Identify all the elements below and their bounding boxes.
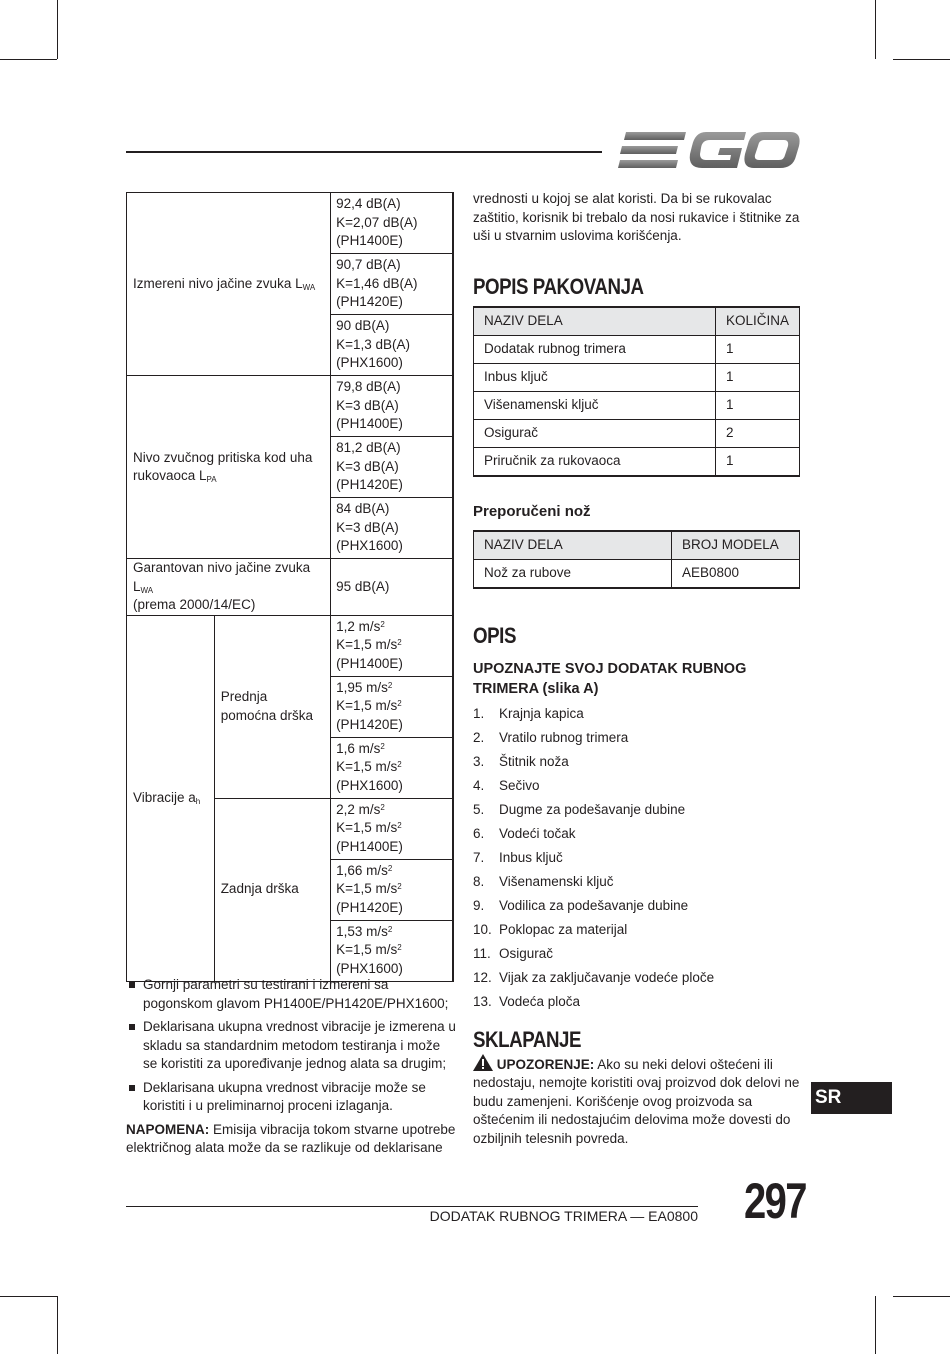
list-item: 2. Vratilo rubnog trimera [473, 730, 629, 745]
ego-logo [618, 130, 800, 172]
recommended-table [473, 530, 800, 589]
table-cell: 2 [715, 420, 799, 448]
crop-mark [893, 1296, 950, 1297]
crop-mark [875, 0, 876, 59]
col-header: NAZIV DELA [474, 307, 716, 336]
warning-icon [473, 1054, 493, 1071]
table-cell: Inbus ključ [474, 364, 716, 392]
list-item: 4. Sečivo [473, 778, 540, 793]
list-item: 3. Štitnik noža [473, 754, 569, 769]
spec-value: 2,2 $m/s^2$ K=1,5 $m/s^2$ (PH1400E) [331, 798, 453, 859]
list-item: 11. Osigurač [473, 946, 554, 961]
col-header: KOLIČINA [715, 307, 799, 336]
spec-value: 90 dB(A) K=1,3 dB(A) (PHX1600) [331, 315, 453, 376]
page-number: 297 [744, 1173, 806, 1229]
spec-table-wrap [126, 192, 454, 982]
header-rule [126, 151, 602, 153]
bullet-list [126, 976, 456, 1116]
footer-title: DODATAK RUBNOG TRIMERA — EA0800 [429, 1208, 698, 1224]
crop-mark [875, 1296, 876, 1354]
table-cell: Nož za rubove [474, 559, 672, 588]
list-item: 6. Vodeći točak [473, 826, 576, 841]
packing-table [473, 306, 800, 477]
table-cell: 1 [715, 336, 799, 364]
list-item: 8. Višenamenski ključ [473, 874, 614, 889]
language-tab: SR [811, 1082, 892, 1114]
sound-power-label: Izmereni nivo jačine zvuka $L_{WA}$ [127, 193, 331, 376]
crop-mark [893, 59, 950, 60]
table-cell: Višenamenski ključ [474, 392, 716, 420]
table-cell: 1 [715, 392, 799, 420]
table-cell: Priručnik za rukovaoca [474, 448, 716, 477]
list-item: 13. Vodeća ploča [473, 994, 581, 1009]
spec-value: 1,2 $m/s^2$ K=1,5 $m/s^2$ (PH1400E) [331, 615, 453, 676]
spec-value: 1,95 $m/s^2$ K=1,5 $m/s^2$ (PH1420E) [331, 676, 453, 737]
description-subtitle: UPOZNAJTE SVOJ DODATAK RUBNOG TRIMERA (slika A) [473, 661, 747, 697]
description-title: OPIS [473, 622, 516, 648]
guaranteed-value: 95 dB(A) [331, 559, 453, 616]
list-item: 1. Krajnja kapica [473, 706, 584, 721]
bullet-item: Gornji parametri su testirani i izmereni sa pogonskom glavom PH1400E/PH1420E/PHX1600; [126, 976, 456, 1013]
guaranteed-label: Garantovan nivo jačine zvuka $L_{WA}$ (prema 2000/14/EC) [127, 559, 331, 616]
crop-mark [0, 59, 57, 60]
col-header: NAZIV DELA [474, 531, 672, 560]
list-item: 7. Inbus ključ [473, 850, 563, 865]
spec-value: 90,7 dB(A) K=1,46 dB(A) (PH1420E) [331, 254, 453, 315]
assembly-title: SKLAPANJE [473, 1027, 582, 1052]
crop-mark [0, 1296, 57, 1297]
continuation-text: vrednosti u kojoj se alat koristi. Da bi se rukovalac zaštitio, korisnik bi trebalo da nosi rukavice i štitnike za uši u stvarnim uslovima korišćenja. [473, 191, 800, 243]
note-paragraph: NAPOMENA: Emisija vibracija tokom stvarne upotrebe električnog alata može da se razlikuje od deklarisane [126, 1121, 456, 1155]
rear-handle-label: Zadnja drška [214, 798, 330, 981]
packing-title: POPIS PAKOVANJA [473, 273, 644, 299]
list-item: 5. Dugme za podešavanje dubine [473, 802, 686, 817]
crop-mark [57, 0, 58, 59]
sound-pressure-label: Nivo zvučnog pritiska kod uha rukovaoca $L_{PA}$ [127, 376, 331, 559]
parts-list [473, 705, 803, 1017]
spec-value: 92,4 dB(A) K=2,07 dB(A) (PH1400E) [331, 193, 453, 254]
spec-value: 81,2 dB(A) K=3 dB(A) (PH1420E) [331, 437, 453, 498]
vibration-label: Vibracije $a_h$ [127, 615, 215, 981]
table-cell: Osigurač [474, 420, 716, 448]
spec-table [126, 192, 454, 982]
spec-value: 1,66 $m/s^2$ K=1,5 $m/s^2$ (PH1420E) [331, 859, 453, 920]
crop-mark [57, 1296, 58, 1354]
footer-rule [126, 1206, 698, 1207]
table-cell: Dodatak rubnog trimera [474, 336, 716, 364]
spec-value: 1,6 $m/s^2$ K=1,5 $m/s^2$ (PHX1600) [331, 737, 453, 798]
warning-paragraph: UPOZORENJE: Ako su neki delovi oštećeni ili nedostaju, nemojte koristiti ovaj proizvod dok delovi ne budu zamenjeni. Korišćenje ovog proizvoda sa oštećenim ili nedostajućim delovima može dovesti do ozbiljnih telesnih povreda. [473, 1054, 803, 1149]
list-item: 10. Poklopac za materijal [473, 922, 628, 937]
list-item: 9. Vodilica za podešavanje dubine [473, 898, 689, 913]
bullet-item: Deklarisana ukupna vrednost vibracije može se koristiti i u preliminarnoj proceni izlaganja. [126, 1079, 456, 1116]
spec-value: 84 dB(A) K=3 dB(A) (PHX1600) [331, 498, 453, 559]
right-column [473, 190, 803, 1148]
list-item: 12. Vijak za zaključavanje vodeće ploče [473, 970, 715, 985]
notes-block [126, 976, 456, 1158]
table-cell: AEB0800 [672, 559, 800, 588]
table-cell: 1 [715, 364, 799, 392]
front-handle-label: Prednja pomoćna drška [214, 615, 330, 798]
spec-value: 1,53 $m/s^2$ K=1,5 $m/s^2$ (PHX1600) [331, 920, 453, 981]
recommended-title: Preporučeni nož [473, 503, 591, 520]
col-header: BROJ MODELA [672, 531, 800, 560]
bullet-item: Deklarisana ukupna vrednost vibracije je izmerena u skladu sa standardnim metodom testiranja i može se koristiti za upoređivanje jednog alata sa drugim; [126, 1018, 456, 1074]
spec-value: 79,8 dB(A) K=3 dB(A) (PH1400E) [331, 376, 453, 437]
table-cell: 1 [715, 448, 799, 477]
